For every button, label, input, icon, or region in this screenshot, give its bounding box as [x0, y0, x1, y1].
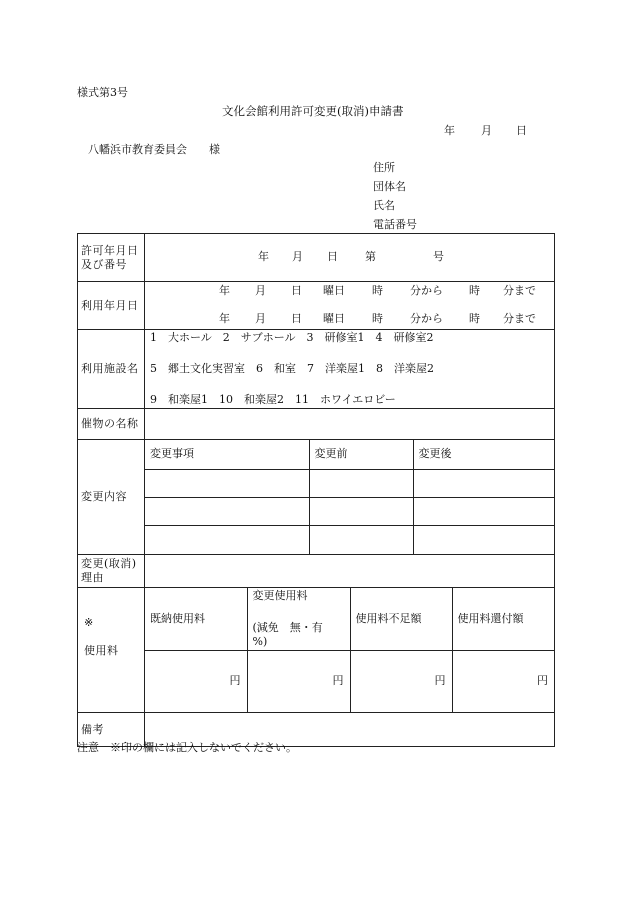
change-after-cell[interactable] [413, 525, 554, 554]
permit-no-prefix: 第 [365, 250, 376, 263]
date-month: 月 [481, 124, 492, 137]
permit-label: 許可年月日及び番号 [78, 234, 145, 282]
facility-line-3: 9 和楽屋1 10 和楽屋2 11 ホワイエロビー [150, 393, 396, 406]
usage-date-value-cell[interactable] [145, 282, 555, 330]
usage-line2-year: 年 [219, 312, 230, 325]
usage-line2-day: 日 [291, 312, 302, 325]
permit-year: 年 [258, 250, 269, 263]
fee-grid [145, 588, 554, 712]
usage-line1-month: 月 [255, 284, 266, 297]
event-name-value-cell[interactable] [145, 409, 555, 440]
facility-line-1: 1 大ホール 2 サブホール 3 研修室1 4 研修室2 [150, 331, 434, 344]
usage-line2-hour-until: 時 [469, 312, 480, 325]
usage-line1-hour-from: 時 [372, 284, 383, 297]
fee-label-cell [78, 588, 145, 713]
row-facility [78, 330, 555, 409]
usage-line1-from: 分から [410, 284, 443, 297]
row-usage-date [78, 282, 555, 330]
usage-line1-hour-until: 時 [469, 284, 480, 297]
change-header-after: 変更後 [413, 440, 554, 469]
reason-label: 変更(取消)理由 [78, 555, 145, 588]
change-item-cell[interactable] [145, 525, 309, 554]
permit-no-suffix: 号 [433, 250, 444, 263]
usage-line2-until: 分まで [503, 312, 536, 325]
facility-label: 利用施設名 [78, 330, 145, 409]
permit-day: 日 [327, 250, 338, 263]
usage-line1-day: 日 [291, 284, 302, 297]
date-year: 年 [444, 124, 455, 137]
fee-shortfall-yen[interactable]: 円 [350, 650, 452, 712]
applicant-phone-label: 電話番号 [373, 218, 417, 231]
fee-reduction-label: (減免 無・有 %) [252, 620, 345, 648]
fee-refund-header: 使用料還付額 [452, 588, 554, 650]
row-reason [78, 555, 555, 588]
fee-grid-cell [145, 588, 555, 713]
applicant-address-label: 住所 [373, 161, 395, 174]
change-after-cell[interactable] [413, 497, 554, 525]
page-title: 文化会館利用許可変更(取消)申請書 [222, 104, 404, 118]
row-change [78, 440, 555, 555]
usage-date-label: 利用年月日 [78, 282, 145, 330]
footer-note: 注意 ※印の欄には記入しないでください。 [77, 741, 297, 754]
permit-month: 月 [292, 250, 303, 263]
addressee: 八幡浜市教育委員会 様 [88, 143, 220, 156]
change-before-cell[interactable] [309, 525, 413, 554]
applicant-name-label: 氏名 [373, 199, 395, 212]
change-grid [145, 440, 554, 554]
usage-line1-until: 分まで [503, 284, 536, 297]
fee-shortfall-header: 使用料不足額 [350, 588, 452, 650]
row-fee [78, 588, 555, 713]
usage-line2-from: 分から [410, 312, 443, 325]
office-use-mark: ※ [84, 616, 94, 629]
row-event-name [78, 409, 555, 440]
fee-changed-header [247, 588, 350, 650]
form-number: 様式第3号 [77, 86, 128, 99]
fee-changed-yen[interactable]: 円 [247, 650, 350, 712]
change-item-cell[interactable] [145, 469, 309, 497]
facility-value-cell[interactable] [145, 330, 555, 409]
change-after-cell[interactable] [413, 469, 554, 497]
fee-paid-header: 既納使用料 [145, 588, 247, 650]
permit-value-cell[interactable] [145, 234, 555, 282]
change-before-cell[interactable] [309, 497, 413, 525]
usage-line2-month: 月 [255, 312, 266, 325]
fee-label: 使用料 [84, 644, 119, 657]
fee-changed-label: 変更使用料 [252, 588, 308, 602]
change-item-cell[interactable] [145, 497, 309, 525]
usage-line1-year: 年 [219, 284, 230, 297]
event-name-label: 催物の名称 [78, 409, 145, 440]
applicant-group-label: 団体名 [373, 180, 406, 193]
change-before-cell[interactable] [309, 469, 413, 497]
change-header-item: 変更事項 [145, 440, 309, 469]
change-label: 変更内容 [78, 440, 145, 555]
fee-paid-yen[interactable]: 円 [145, 650, 247, 712]
reason-value-cell[interactable] [145, 555, 555, 588]
row-permit [78, 234, 555, 282]
usage-line1-weekday: 曜日 [323, 284, 345, 297]
application-table [77, 233, 555, 747]
change-grid-cell [145, 440, 555, 555]
date-day: 日 [516, 124, 527, 137]
fee-refund-yen[interactable]: 円 [452, 650, 554, 712]
facility-line-2: 5 郷土文化実習室 6 和室 7 洋楽屋1 8 洋楽屋2 [150, 362, 434, 375]
change-header-before: 変更前 [309, 440, 413, 469]
usage-line2-hour-from: 時 [372, 312, 383, 325]
usage-line2-weekday: 曜日 [323, 312, 345, 325]
remarks-label: 備考 [78, 713, 145, 747]
